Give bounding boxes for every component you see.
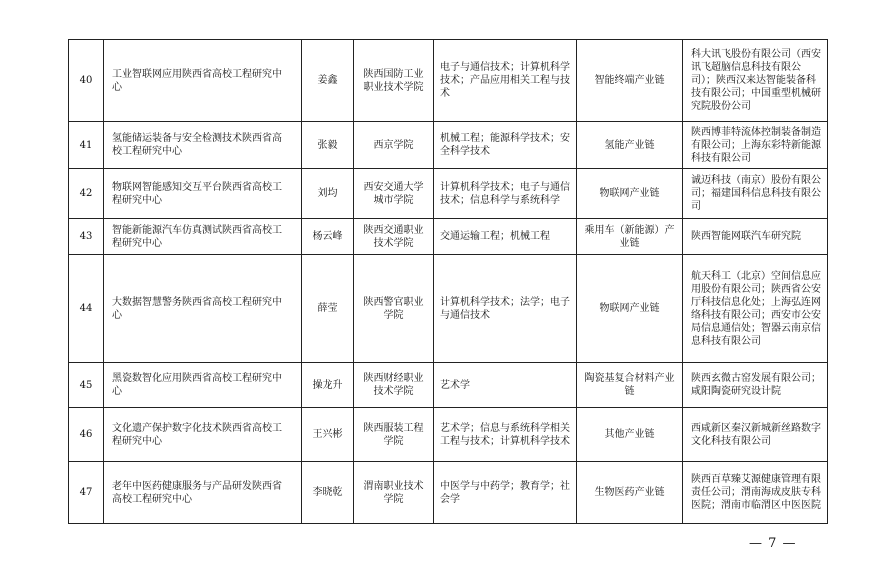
leader-name: 操龙升 (302, 363, 354, 408)
industry-chain: 乘用车（新能源）产业链 (577, 219, 683, 255)
table-row (69, 408, 828, 462)
industry-chain: 物联网产业链 (577, 169, 683, 219)
industry-chain: 氢能产业链 (577, 122, 683, 169)
table-row (69, 169, 828, 219)
school-name: 渭南职业技术学院 (354, 462, 434, 524)
school-name: 陕西警官职业学院 (354, 255, 434, 363)
discipline: 机械工程；能源科学技术；安全科学技术 (434, 122, 577, 169)
leader-name: 薛莹 (302, 255, 354, 363)
partner-units: 陕西博菲特流体控制装备制造有限公司；上海东彩特新能源科技有限公司 (683, 122, 828, 169)
table-row (69, 363, 828, 408)
table-row (69, 40, 828, 122)
leader-name: 杨云峰 (302, 219, 354, 255)
row-number: 45 (69, 363, 104, 408)
partner-units: 陕西智能网联汽车研究院 (683, 219, 828, 255)
partner-units: 科大讯飞股份有限公司（西安讯飞超脑信息科技有限公司）；陕西汉来达智能装备科技有限公司；中国重型机械研究院股份公司 (683, 40, 828, 122)
table-row (69, 462, 828, 524)
leader-name: 刘均 (302, 169, 354, 219)
row-number: 41 (69, 122, 104, 169)
row-number: 42 (69, 169, 104, 219)
row-number: 46 (69, 408, 104, 462)
partner-units: 陕西玄微古窑发展有限公司；咸阳陶瓷研究设计院 (683, 363, 828, 408)
discipline: 计算机科学技术；电子与通信技术；信息科学与系统科学 (434, 169, 577, 219)
page-number: — 7 — (749, 536, 797, 551)
center-name: 大数据智慧警务陕西省高校工程研究中心 (104, 255, 302, 363)
table-row (69, 122, 828, 169)
partner-units: 陕西百草臻艾源健康管理有限责任公司；渭南海成皮肤专科医院；渭南市临渭区中医医院 (683, 462, 828, 524)
discipline: 交通运输工程；机械工程 (434, 219, 577, 255)
school-name: 陕西国防工业职业技术学院 (354, 40, 434, 122)
center-name: 物联网智能感知交互平台陕西省高校工程研究中心 (104, 169, 302, 219)
row-number: 40 (69, 40, 104, 122)
table-row (69, 255, 828, 363)
row-number: 43 (69, 219, 104, 255)
leader-name: 李晓乾 (302, 462, 354, 524)
centers-table (68, 39, 828, 524)
school-name: 陕西财经职业技术学院 (354, 363, 434, 408)
center-name: 工业智联网应用陕西省高校工程研究中心 (104, 40, 302, 122)
discipline: 电子与通信技术；计算机科学技术；产品应用相关工程与技术 (434, 40, 577, 122)
industry-chain: 智能终端产业链 (577, 40, 683, 122)
table-row (69, 219, 828, 255)
discipline: 艺术学 (434, 363, 577, 408)
partner-units: 航天科工（北京）空间信息应用股份有限公司；陕西省公安厅科技信息化处；上海弘连网络科技有限公司；西安市公安局信息通信处；智器云南京信息科技有限公司 (683, 255, 828, 363)
discipline: 艺术学；信息与系统科学相关工程与技术；计算机科学技术 (434, 408, 577, 462)
center-name: 老年中医药健康服务与产品研发陕西省高校工程研究中心 (104, 462, 302, 524)
school-name: 西京学院 (354, 122, 434, 169)
school-name: 陕西服装工程学院 (354, 408, 434, 462)
discipline: 中医学与中药学；教育学；社会学 (434, 462, 577, 524)
school-name: 陕西交通职业技术学院 (354, 219, 434, 255)
center-name: 文化遗产保护数字化技术陕西省高校工程研究中心 (104, 408, 302, 462)
table-body (69, 40, 828, 524)
industry-chain: 生物医药产业链 (577, 462, 683, 524)
leader-name: 张毅 (302, 122, 354, 169)
leader-name: 王兴彬 (302, 408, 354, 462)
partner-units: 诚迈科技（南京）股份有限公司；福建国科信息科技有限公司 (683, 169, 828, 219)
partner-units: 西咸新区秦汉新城新丝路数字文化科技有限公司 (683, 408, 828, 462)
industry-chain: 其他产业链 (577, 408, 683, 462)
center-name: 黑瓷数智化应用陕西省高校工程研究中心 (104, 363, 302, 408)
row-number: 44 (69, 255, 104, 363)
center-name: 氢能储运装备与安全检测技术陕西省高校工程研究中心 (104, 122, 302, 169)
leader-name: 姜鑫 (302, 40, 354, 122)
center-name: 智能新能源汽车仿真测试陕西省高校工程研究中心 (104, 219, 302, 255)
row-number: 47 (69, 462, 104, 524)
school-name: 西安交通大学城市学院 (354, 169, 434, 219)
discipline: 计算机科学技术；法学；电子与通信技术 (434, 255, 577, 363)
industry-chain: 物联网产业链 (577, 255, 683, 363)
industry-chain: 陶瓷基复合材料产业链 (577, 363, 683, 408)
